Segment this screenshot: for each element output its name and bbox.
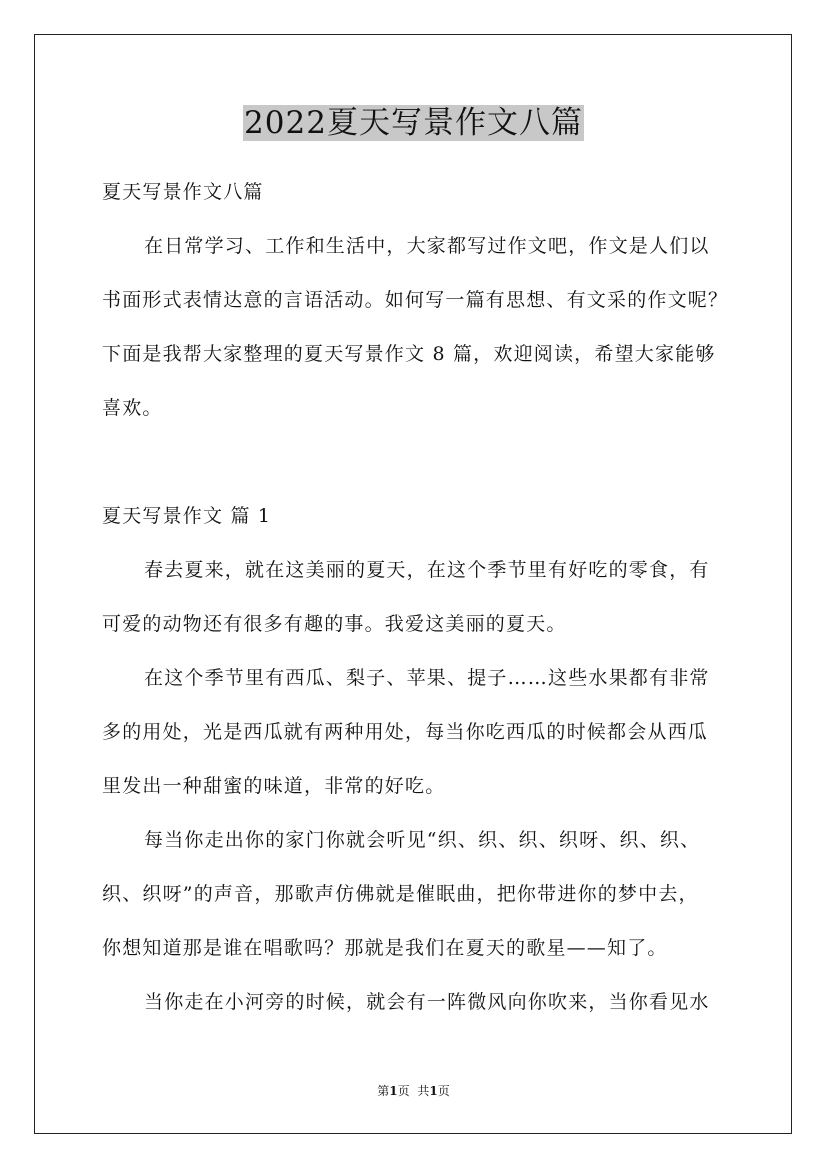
body-line: 里发出一种甜蜜的味道，非常的好吃。 [102, 775, 446, 797]
body-line: 当你走在小河旁的时候，就会有一阵微风向你吹来，当你看见水 [144, 991, 710, 1013]
body-line: 可爱的动物还有很多有趣的事。我爱这美丽的夏天。 [102, 613, 567, 635]
document-body [102, 165, 732, 1029]
total-suffix: 页 [437, 1084, 450, 1098]
body-line: 在日常学习、工作和生活中，大家都写过作文吧，作文是人们以 [144, 235, 710, 257]
document-title-text: 2022夏天写景作文八篇 [244, 105, 583, 141]
blank-line [102, 435, 732, 489]
body-line: 在这个季节里有西瓜、梨子、苹果、提子……这些水果都有非常 [144, 667, 710, 689]
body-line: 你想知道那是谁在唱歌吗？那就是我们在夏天的歌星——知了。 [102, 937, 668, 959]
body-line: 喜欢。 [102, 397, 163, 419]
page-number: 1 [389, 1084, 398, 1098]
total-prefix: 共 [417, 1084, 430, 1098]
page-suffix: 页 [397, 1084, 410, 1098]
body-line: 夏天写景作文八篇 [102, 181, 264, 203]
body-line: 织、织呀”的声音，那歌声仿佛就是催眠曲，把你带进你的梦中去， [102, 883, 699, 905]
total-pages: 1 [429, 1084, 438, 1098]
body-line: 书面形式表情达意的言语活动。如何写一篇有思想、有文采的作文呢？ [102, 289, 729, 311]
body-line: 多的用处，光是西瓜就有两种用处，每当你吃西瓜的时候都会从西瓜 [102, 721, 709, 743]
page-footer [0, 1083, 827, 1099]
body-line: 春去夏来，就在这美丽的夏天，在这个季节里有好吃的零食，有 [144, 559, 710, 581]
body-line: 下面是我帮大家整理的夏天写景作文 8 篇，欢迎阅读，希望大家能够 [102, 343, 716, 365]
page-prefix: 第 [377, 1084, 390, 1098]
document-title [0, 101, 827, 145]
body-line: 每当你走出你的家门你就会听见“织、织、织、织呀、织、织、 [144, 829, 701, 851]
section-heading: 夏天写景作文 篇 1 [102, 505, 272, 527]
